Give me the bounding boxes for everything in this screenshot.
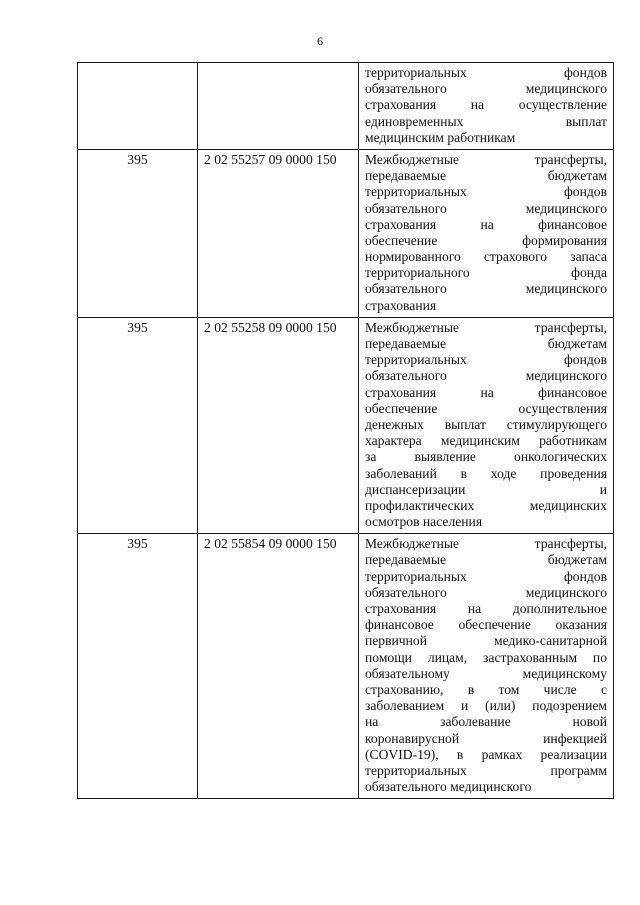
page-number: 6 [317,34,323,48]
description-line: территориальных фондов [365,352,607,368]
description-line: медицинским работникам [365,129,516,145]
admin-code-cell: 395 [78,149,198,317]
description-line: диспансеризации и [365,481,607,497]
description-line: обязательного медицинского [365,584,607,600]
description-line: за выявление онкологических [365,449,607,465]
description-line: страхования на осуществление [365,97,607,113]
description-line: страхования [365,297,437,313]
description-cell [359,317,614,533]
admin-code-cell: 395 [78,317,198,533]
description-line: обязательного медицинского [365,200,607,216]
description-line: денежных выплат стимулирующего [365,416,607,432]
description-cell [359,534,614,799]
description-line: характера медицинским работникам [365,433,607,449]
table-row [78,149,614,317]
description-line: территориальных фондов [365,568,607,584]
description-line: передаваемые бюджетам [365,168,607,184]
kbk-code-cell: 2 02 55257 09 0000 150 [198,149,359,317]
description-line: нормированного страхового запаса [365,249,607,265]
description-line: помощи лицам, застрахованным по [365,649,607,665]
kbk-code-cell: 2 02 55854 09 0000 150 [198,534,359,799]
description-line: единовременных выплат [365,113,607,129]
description-line: страхования на дополнительное [365,601,607,616]
budget-classification-table [77,62,614,799]
description-cell [359,149,614,317]
description-line: обязательного медицинского [365,281,607,297]
table-row [78,534,614,799]
description-line: страхованию, в том числе с [365,681,607,697]
description-line: заболеванием и (или) подозрением [365,698,607,714]
description-line: обеспечение осуществления [365,400,607,416]
description-line: обязательного медицинского [365,368,607,384]
description-line: финансовое обеспечение оказания [365,617,607,633]
description-line: территориальных фондов [365,184,607,200]
description-line: передаваемые бюджетам [365,552,607,568]
description-line: профилактических медицинских [365,497,607,513]
table-row [78,63,614,150]
kbk-code-cell: 2 02 55258 09 0000 150 [198,317,359,533]
admin-code-cell [78,63,198,150]
table-body [78,63,614,799]
description-line: территориальных программ [365,762,607,778]
description-line: первичной медико-санитарной [365,633,607,649]
description-line: Межбюджетные трансферты, [365,536,607,552]
description-line: Межбюджетные трансферты, [365,319,607,335]
description-line: обязательному медицинскому [365,665,607,681]
kbk-code-cell [198,63,359,150]
description-line: (COVID-19), в рамках реализации [365,746,607,762]
description-line: обязательного медицинского [365,81,607,97]
description-line: обеспечение формирования [365,232,607,248]
description-line: страхования на финансовое [365,216,607,232]
description-line: Межбюджетные трансферты, [365,151,607,167]
table-row [78,317,614,533]
description-line: передаваемые бюджетам [365,336,607,351]
description-line: заболеваний в ходе проведения [365,465,607,481]
description-line: коронавирусной инфекцией [365,730,607,746]
description-line: территориальных фондов [365,65,607,80]
description-line: обязательного медицинского [365,779,532,795]
admin-code-cell: 395 [78,534,198,799]
description-line: на заболевание новой [365,714,607,730]
description-line: страхования на финансовое [365,384,607,400]
description-line: территориального фонда [365,265,607,281]
description-cell [359,63,614,150]
description-line: осмотров населения [365,514,483,530]
